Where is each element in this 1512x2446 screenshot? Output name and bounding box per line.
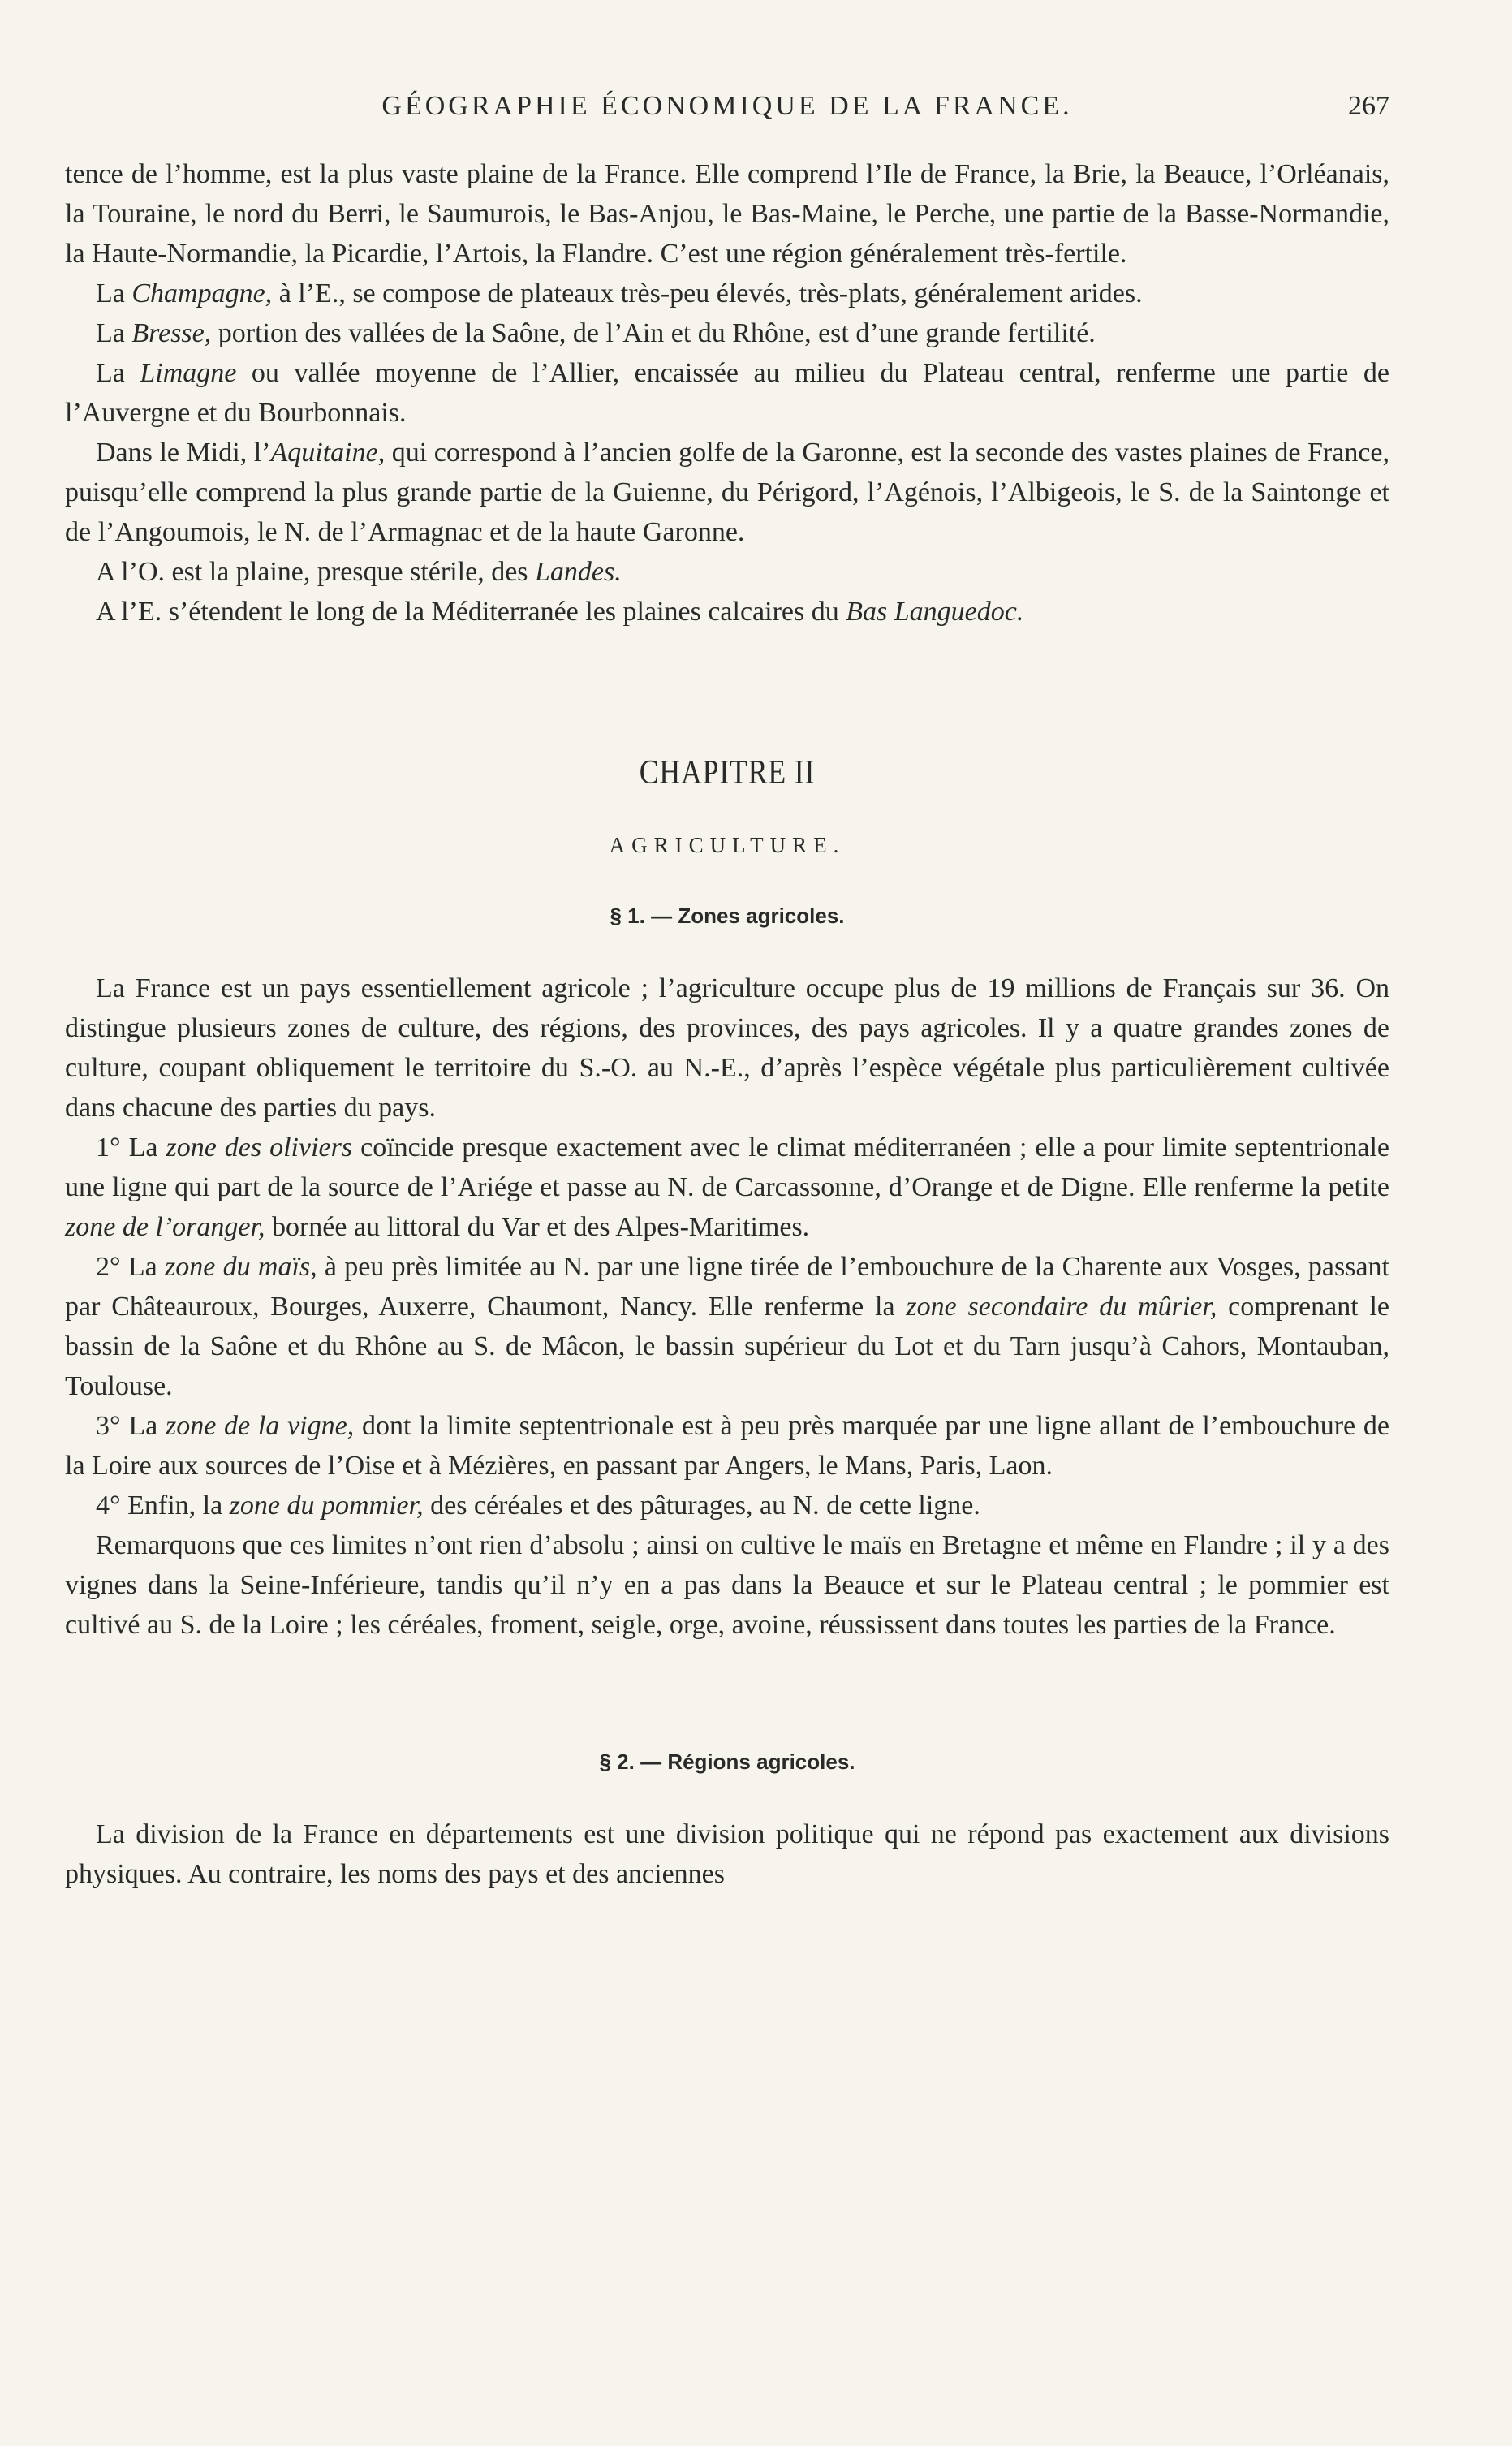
paragraph: Remarquons que ces limites n’ont rien d’absolu ; ainsi on cultive le maïs en Bretagne et même en Flandre ; il y a des vignes dans la Seine-Inférieure, tandis qu’il n’y en a pas dans la Beauce et sur le Plateau central ; le pommier est cultivé au S. de la Loire ; les céréales, froment, seigle, orge, avoine, réussissent dans toutes les parties de la France.	[65, 1530, 1389, 1640]
chapter-title: CHAPITRE II	[639, 754, 816, 792]
page-header	[65, 91, 1389, 136]
paragraph: 3° La zone de la vigne, dont la limite septentrionale est à peu près marquée par une ligne allant de l’embouchure de la Loire aux sources de l’Oise et à Mézières, en passant par Angers, le Mans, Paris, Laon.	[65, 1411, 1389, 1481]
paragraph: La Champagne, à l’E., se compose de plateaux très-peu élevés, très-plats, généralement arides.	[96, 278, 1143, 308]
paragraph: 4° Enfin, la zone du pommier, des céréales et des pâturages, au N. de cette ligne.	[96, 1490, 980, 1521]
section-title: § 2. — Régions agricoles.	[599, 1749, 855, 1774]
paragraph: La division de la France en départements est une division politique qui ne répond pas exactement aux divisions physiques. Au contraire, les noms des pays et des anciennes	[65, 1819, 1389, 1889]
paragraph: 2° La zone du maïs, à peu près limitée au N. par une ligne tirée de l’embouchure de la Charente aux Vosges, passant par Châteauroux, Bourges, Auxerre, Chaumont, Nancy. Elle renferme la zone secondaire du mûrier, comprenant le bassin de la Saône et du Rhône au S. de Mâcon, le bassin supérieur du Lot et du Tarn jusqu’à Cahors, Montauban, Toulouse.	[65, 1252, 1389, 1401]
page-number: 267	[1348, 91, 1389, 121]
paragraph: 1° La zone des oliviers coïncide presque exactement avec le climat méditerranéen ; elle a pour limite septentrionale une ligne qui part de la source de l’Ariége et passe au N. de Carcassonne, d’Orange et de Digne. Elle renferme la petite zone de l’oranger, bornée au littoral du Var et des Alpes-Maritimes.	[65, 1132, 1389, 1242]
paragraph: tence de l’homme, est la plus vaste plaine de la France. Elle comprend l’Ile de France, la Brie, la Beauce, l’Orléanais, la Touraine, le nord du Berri, le Saumurois, le Bas-Anjou, le Bas-Maine, le Perche, une partie de la Basse-Normandie, la Haute-Normandie, la Picardie, l’Artois, la Flandre. C’est une région généralement très-fertile.	[65, 159, 1389, 269]
paragraph: La Limagne ou vallée moyenne de l’Allier, encaissée au milieu du Plateau central, renferme une partie de l’Auvergne et du Bourbonnais.	[65, 358, 1389, 428]
section-title: § 1. — Zones agricoles.	[610, 904, 845, 928]
paragraph: A l’O. est la plaine, presque stérile, des Landes.	[96, 557, 622, 587]
paragraph: Dans le Midi, l’Aquitaine, qui correspond à l’ancien golfe de la Garonne, est la seconde des vastes plaines de France, puisqu’elle comprend la plus grande partie de la Guienne, du Périgord, l’Agénois, l’Albigeois, le S. de la Saintonge et de l’Angoumois, le N. de l’Armagnac et de la haute Garonne.	[65, 438, 1390, 547]
body-text	[65, 154, 1389, 1894]
paragraph: A l’E. s’étendent le long de la Méditerranée les plaines calcaires du Bas Languedoc.	[96, 597, 1024, 627]
paragraph: La Bresse, portion des vallées de la Saône, de l’Ain et du Rhône, est d’une grande fertilité.	[96, 318, 1096, 348]
chapter-subtitle: AGRICULTURE.	[609, 833, 846, 857]
paragraph: La France est un pays essentiellement agricole ; l’agriculture occupe plus de 19 millions de Français sur 36. On distingue plusieurs zones de culture, des régions, des provinces, des pays agricoles. Il y a quatre grandes zones de culture, coupant obliquement le territoire du S.-O. au N.-E., d’après l’espèce végétale plus particulièrement cultivée dans chacune des parties du pays.	[65, 973, 1389, 1123]
running-title: GÉOGRAPHIE ÉCONOMIQUE DE LA FRANCE.	[381, 91, 1073, 121]
